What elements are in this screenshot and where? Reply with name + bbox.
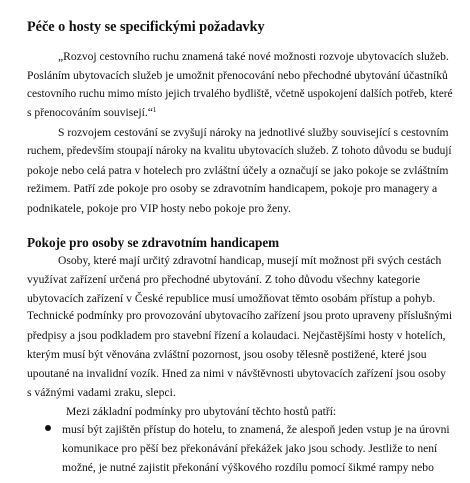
para3-line-7: upoutané na invalidní vozík. Hned za nimi v návštěvnosti ubytovacích zařízení jsou osoby <box>27 367 446 380</box>
quote-line-4-text: s přenocováním souvisejí.“ <box>27 106 153 119</box>
para2-line-3: pokoje nebo celá patra v hotelech pro zvláštní účely a označují se jako pokoje se zvláštním <box>27 164 449 177</box>
para2-line-1: S rozvojem cestování se zvyšují nároky na jednotlivé služby související s cestovním <box>58 126 449 139</box>
bullet-line-2: komunikace pro pěší bez překonávání překážek jako jsou schody. Jestliže to není <box>62 442 438 455</box>
para3-line-4: Technické podmínky pro provozování ubytovacího zařízení jsou proto upraveny příslušnými <box>27 310 453 322</box>
para3-line-2: využívat zařízení určená pro přechodné ubytování. Z toho důvodu všechny kategorie <box>27 273 421 286</box>
footnote-mark: 1 <box>152 106 157 114</box>
para3-line-3: ubytovacích zařízení v České republice musí umožňovat těmto osobám přístup a pohyb. <box>27 292 436 305</box>
para4-line: Mezi základní podmínky pro ubytování těchto hostů patří: <box>66 405 337 418</box>
quote-line-4 <box>27 107 156 119</box>
para3-line-1: Osoby, které mají určitý zdravotní handicap, musejí mít možnost při svých cestách <box>58 254 442 267</box>
quote-line-3: cestovního ruchu mimo místo jejich trvalého bydliště, včetně uspokojení dalších potřeb, které <box>27 88 453 100</box>
para2-line-5: podnikatele, pokoje pro VIP hosty nebo pokoje pro ženy. <box>27 202 291 215</box>
quote-line-2 <box>27 69 448 82</box>
bullet-line-3: možné, je nutné zajistit překonání výškového rozdílu pomocí šikmé rampy nebo <box>62 461 434 474</box>
para3-line-6: kterým musí být věnována zvláštní pozornost, jsou osoby tělesně postižené, které jsou <box>27 348 427 361</box>
para3-line-8: s vážnými vadami zraku, slepci. <box>27 386 176 399</box>
quote-line-1: „Rozvoj cestovního ruchu znamená také nové možnosti rozvoje ubytovacích služeb. <box>58 50 449 63</box>
quote-line-2-text: Posláním ubytovacích služeb je umožnit přenocování nebo přechodné ubytování účastníků <box>27 69 448 82</box>
para3-line-5: předpisy a jsou podkladem pro stavební řízení a kolaudaci. Nejčastějšími hosty v hotelích, <box>27 329 446 342</box>
subsection-heading: Pokoje pro osoby se zdravotním handicapem <box>27 235 280 250</box>
para2-line-4: režimem. Patří zde pokoje pro osoby se zdravotním handicapem, pokoje pro managery a <box>27 182 438 195</box>
section-heading: Péče o hosty se specifickými požadavky <box>27 19 265 35</box>
bullet-icon <box>45 425 51 431</box>
bullet-line-1: musí být zajištěn přístup do hotelu, to znamená, že alespoň jeden vstup je na úrovni <box>62 423 450 436</box>
para2-line-2: ruchem, především stoupají nároky na kvalitu ubytovacích služeb. Z tohoto důvodu se budují <box>27 145 452 157</box>
